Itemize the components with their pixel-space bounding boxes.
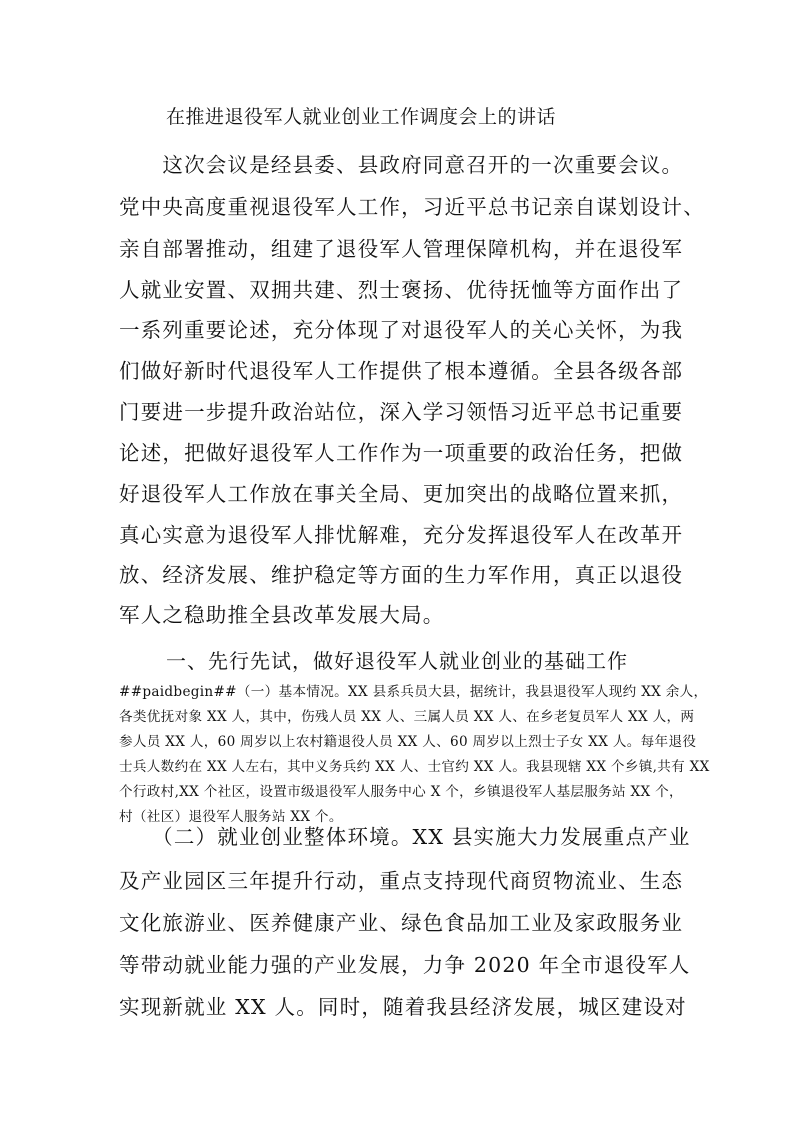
paragraph-line: 军人之稳助推全县改革发展大局。 <box>119 603 445 627</box>
paragraph-line: 文化旅游业、医养健康产业、绿色食品加工业及家政服务业 <box>119 911 684 935</box>
small-paragraph-line: 参人员 XX 人，60 周岁以上农村籍退役人员 XX 人、60 周岁以上烈士子女 XX 人。每年退役 <box>119 734 697 750</box>
paragraph-line: 人就业安置、双拥共建、烈士褒扬、优待抚恤等方面作出了 <box>119 278 684 302</box>
paragraph-line: 真心实意为退役军人排忧解难，充分发挥退役军人在改革开 <box>119 523 684 547</box>
small-paragraph-line: 个行政村,XX 个社区，设置市级退役军人服务中心 X 个，乡镇退役军人基层服务站 XX 个， <box>119 784 683 800</box>
paragraph-line: 实现新就业 XX 人。同时，随着我县经济发展，城区建设对 <box>119 995 687 1019</box>
paragraph-line: 们做好新时代退役军人工作提供了根本遵循。全县各级各部 <box>119 359 684 383</box>
paragraph-line: 论述，把做好退役军人工作作为一项重要的政治任务，把做 <box>119 441 684 465</box>
paragraph-line: 亲自部署推动，组建了退役军人管理保障机构，并在退役军 <box>119 237 684 261</box>
document-title: 在推进退役军人就业创业工作调度会上的讲话 <box>166 106 557 128</box>
paragraph-line: 放、经济发展、维护稳定等方面的生力军作用，真正以退役 <box>119 563 684 587</box>
paragraph-line: 这次会议是经县委、县政府同意召开的一次重要会议。 <box>119 153 684 177</box>
paragraph-line: 一系列重要论述，充分体现了对退役军人的关心关怀，为我 <box>119 318 684 342</box>
paragraph-line: 及产业园区三年提升行动，重点支持现代商贸物流业、生态 <box>119 869 684 893</box>
paragraph-line: （二）就业创业整体环境。XX 县实施大力发展重点产业 <box>119 825 691 849</box>
small-paragraph-line: 村（社区）退役军人服务站 XX 个。 <box>119 809 343 825</box>
paragraph-line: 党中央高度重视退役军人工作，习近平总书记亲自谋划设计、 <box>119 195 705 219</box>
small-paragraph-line: 各类优抚对象 XX 人，其中，伤残人员 XX 人、三属人员 XX 人、在乡老复员军人 XX 人，两 <box>119 709 695 725</box>
small-paragraph-line: 士兵人数约在 XX 人左右，其中义务兵约 XX 人、士官约 XX 人。我县现辖 XX 个乡镇,共有 XX <box>119 759 710 775</box>
paragraph-line: 好退役军人工作放在事关全局、更加突出的战略位置来抓， <box>119 482 684 506</box>
small-paragraph-line: ##paidbegin##（一）基本情况。XX 县系兵员大县，据统计，我县退役军人现约 XX 余人， <box>119 684 708 700</box>
section-heading: 一、先行先试，做好退役军人就业创业的基础工作 <box>166 649 628 673</box>
paragraph-line: 等带动就业能力强的产业发展，力争 2020 年全市退役军人 <box>119 953 691 977</box>
paragraph-line: 门要进一步提升政治站位，深入学习领悟习近平总书记重要 <box>119 400 684 424</box>
